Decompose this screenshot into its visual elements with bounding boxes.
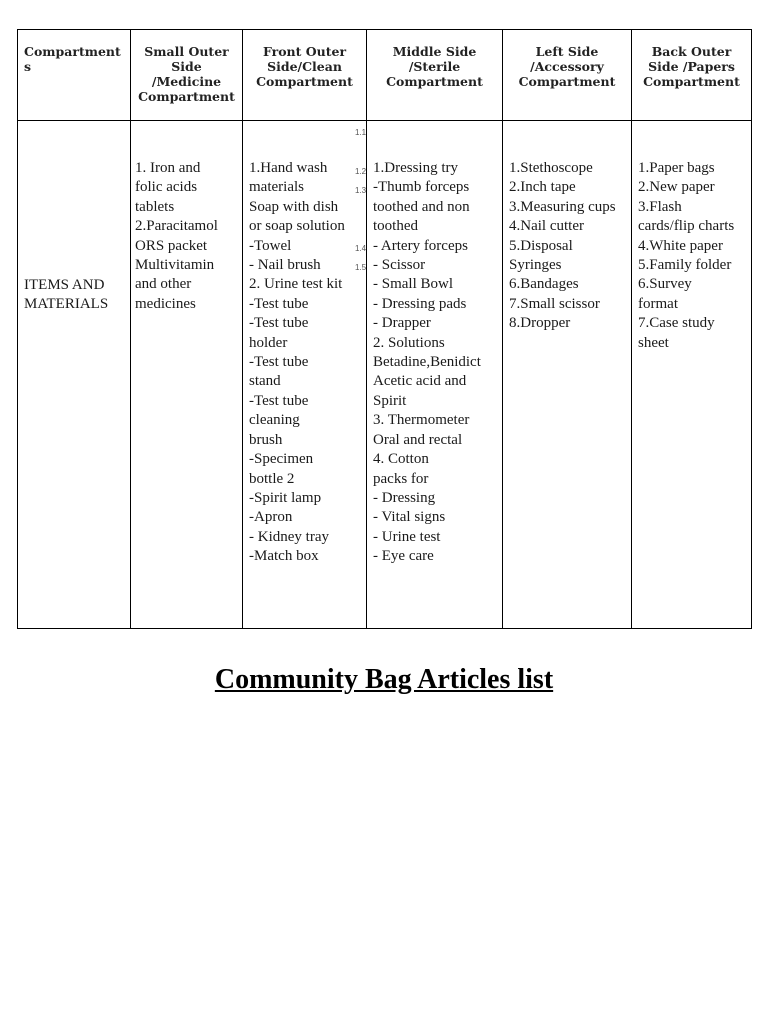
papers-items-cell <box>632 121 752 629</box>
list-item: - Nail brush <box>249 257 321 274</box>
list-item: - Urine test <box>373 528 441 545</box>
list-item: 3. Thermometer <box>373 412 470 429</box>
medicine-items-list <box>135 121 236 314</box>
list-item: 6.Bandages <box>509 276 579 293</box>
list-item: Betadine,Benidict <box>373 354 481 371</box>
list-item: Soap with dish <box>249 198 339 215</box>
list-item: 4.White paper <box>638 237 723 254</box>
list-item: 2.Paracitamol <box>135 218 218 235</box>
list-item: 4. Cotton <box>373 451 429 468</box>
list-item: 4.Nail cutter <box>509 218 584 235</box>
list-item: 1. Iron and <box>135 160 201 176</box>
margin-marker: 1.2 <box>355 167 367 176</box>
accessory-items-cell <box>503 121 632 629</box>
list-item: - Kidney tray <box>249 528 329 545</box>
list-item: - Eye care <box>373 548 434 565</box>
list-item: 3.Flash <box>638 198 682 215</box>
list-item: stand <box>249 373 281 390</box>
table-header-row <box>18 30 752 121</box>
row-label-cell <box>18 121 131 629</box>
header-compartments: Compartment s <box>18 30 131 121</box>
papers-items-list <box>638 121 745 353</box>
list-item: -Test tube <box>249 295 309 312</box>
list-item: or soap solution <box>249 218 345 235</box>
list-item: -Test tube <box>249 315 309 332</box>
list-item: - Drapper <box>373 315 431 332</box>
list-item: ORS packet <box>135 237 208 254</box>
list-item: -Spirit lamp <box>249 489 322 506</box>
list-item: 2. Solutions <box>373 334 445 351</box>
margin-marker: 1.5 <box>355 263 367 272</box>
list-item: 8.Dropper <box>509 315 571 332</box>
list-item: -Thumb forceps <box>373 179 470 196</box>
list-item: -Towel <box>249 237 292 254</box>
clean-items-cell <box>243 121 367 629</box>
list-item: -Test tube <box>249 392 309 409</box>
list-item: 5.Family folder <box>638 257 732 274</box>
list-item: brush <box>249 431 283 448</box>
list-item: 1.Paper bags <box>638 160 715 176</box>
list-item: sheet <box>638 334 669 351</box>
list-item: toothed and non <box>373 198 470 215</box>
list-item: -Specimen <box>249 451 314 468</box>
accessory-items-list <box>509 121 625 334</box>
list-item: 1.Dressing try <box>373 160 458 176</box>
list-item: 2.New paper <box>638 179 715 196</box>
list-item: 1.Hand wash <box>249 160 328 176</box>
list-item: medicines <box>135 295 196 312</box>
list-item: - Artery forceps <box>373 237 468 254</box>
list-item: holder <box>249 334 288 351</box>
list-item: cleaning <box>249 412 300 429</box>
list-item: 3.Measuring cups <box>509 198 616 215</box>
list-item: Spirit <box>373 392 407 409</box>
list-item: -Match box <box>249 548 319 565</box>
list-item: - Small Bowl <box>373 276 454 293</box>
list-item: 2. Urine test kit <box>249 276 343 293</box>
list-item: packs for <box>373 470 429 487</box>
header-medicine-compartment: Small Outer Side /Medicine Compartment <box>131 30 243 121</box>
clean-items-list <box>249 121 360 567</box>
sterile-items-cell <box>367 121 503 629</box>
margin-marker: 1.1 <box>355 128 367 137</box>
list-item: -Test tube <box>249 354 309 371</box>
community-bag-table <box>17 29 752 629</box>
list-item: 6.Survey <box>638 276 692 293</box>
list-item: -Apron <box>249 509 293 526</box>
margin-marker: 1.3 <box>355 186 367 195</box>
header-sterile-compartment: Middle Side /Sterile Compartment <box>367 30 503 121</box>
list-item: and other <box>135 276 192 293</box>
page-title: Community Bag Articles list <box>214 664 554 695</box>
header-accessory-compartment: Left Side /Accessory Compartment <box>503 30 632 121</box>
list-item: 1.Stethoscope <box>509 160 593 176</box>
list-item: Syringes <box>509 257 562 274</box>
list-item: cards/flip charts <box>638 218 735 235</box>
medicine-items-cell <box>131 121 243 629</box>
list-item: 5.Disposal <box>509 237 573 254</box>
table-body-row <box>18 121 752 629</box>
list-item: 2.Inch tape <box>509 179 576 196</box>
list-item: tablets <box>135 198 175 215</box>
list-item: 7.Case study <box>638 315 715 332</box>
list-item: format <box>638 295 678 312</box>
list-item: - Dressing <box>373 489 436 506</box>
list-item: 7.Small scissor <box>509 295 600 312</box>
header-papers-compartment: Back Outer Side /Papers Compartment <box>632 30 752 121</box>
margin-marker: 1.4 <box>355 244 367 253</box>
list-item: - Scissor <box>373 257 426 274</box>
list-item: materials <box>249 179 304 196</box>
sterile-items-list <box>373 121 496 567</box>
list-item: Oral and rectal <box>373 431 463 448</box>
list-item: - Vital signs <box>373 509 446 526</box>
list-item: toothed <box>373 218 418 235</box>
list-item: folic acids <box>135 179 198 196</box>
list-item: bottle 2 <box>249 470 295 487</box>
list-item: Acetic acid and <box>373 373 467 390</box>
row-label: ITEMS AND MATERIALS <box>24 277 109 313</box>
list-item: Multivitamin <box>135 257 215 274</box>
header-clean-compartment: Front Outer Side/Clean Compartment <box>243 30 367 121</box>
list-item: - Dressing pads <box>373 295 467 312</box>
